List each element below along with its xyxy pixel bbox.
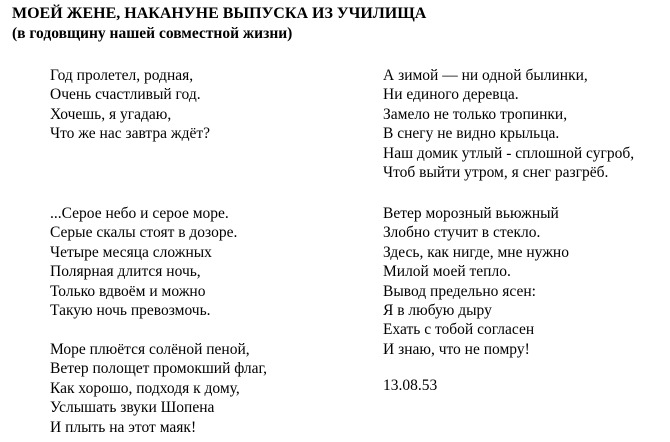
- poem-line: Здесь, как нигде, мне нужно: [383, 243, 569, 261]
- poem-line: А зимой — ни одной былинки,: [383, 67, 588, 84]
- poem-line: Наш домик утлый - сплошной сугроб,: [383, 144, 635, 162]
- stanza-left-1: [50, 66, 210, 144]
- poem-line: Ехать с тобой согласен: [383, 321, 535, 339]
- poem-line: Полярная длится ночь,: [50, 263, 201, 281]
- poem-date: 13.08.53: [383, 377, 438, 394]
- stanza-left-3: [50, 340, 267, 437]
- poem-line: Ветер полощет промокший флаг,: [50, 360, 268, 378]
- poem-line: В снегу не видно крыльца.: [383, 125, 560, 143]
- poem-line: Как хорошо, подходя к дому,: [50, 379, 240, 397]
- poem-line: И плыть на этот маяк!: [50, 418, 197, 436]
- poem-line: Четыре месяца сложных: [50, 243, 212, 261]
- stanza-right-2: [383, 204, 569, 359]
- poem-line: Замело не только тропинки,: [383, 105, 568, 123]
- poem-subtitle: (в годовщину нашей совместной жизни): [12, 25, 293, 42]
- poem-line: Ни единого деревца.: [383, 86, 519, 104]
- poem-line: ...Серое небо и серое море.: [50, 205, 229, 222]
- poem-line: Хочешь, я угадаю,: [50, 105, 172, 123]
- poem-line: Серые скалы стоят в дозоре.: [50, 224, 238, 242]
- poem-line: Море плюётся солёной пеной,: [50, 341, 250, 358]
- poem-line: Только вдвоём и можно: [50, 282, 206, 300]
- poem-line: И знаю, что не помру!: [383, 340, 530, 358]
- poem-line: Услышать звуки Шопена: [50, 399, 215, 417]
- poem-line: Очень счастливый год.: [50, 86, 201, 104]
- poem-line: Милой моей тепло.: [383, 263, 511, 281]
- poem-line: Что же нас завтра ждёт?: [50, 125, 210, 143]
- poem-line: Такую ночь превозмочь.: [50, 302, 211, 320]
- poem-line: Я в любую дыру: [383, 302, 492, 320]
- poem-line: Чтоб выйти утром, я снег разгрёб.: [383, 164, 609, 182]
- poem-line: Ветер морозный вьюжный: [383, 205, 559, 222]
- poem-line: Вывод предельно ясен:: [383, 282, 536, 300]
- poem-line: Злобно стучит в стекло.: [383, 224, 541, 242]
- stanza-left-2: [50, 204, 237, 320]
- stanza-right-1: [383, 66, 634, 182]
- poem-line: Год пролетел, родная,: [50, 67, 194, 84]
- poem-title: МОЕЙ ЖЕНЕ, НАКАНУНЕ ВЫПУСКА ИЗ УЧИЛИЩА: [12, 5, 427, 22]
